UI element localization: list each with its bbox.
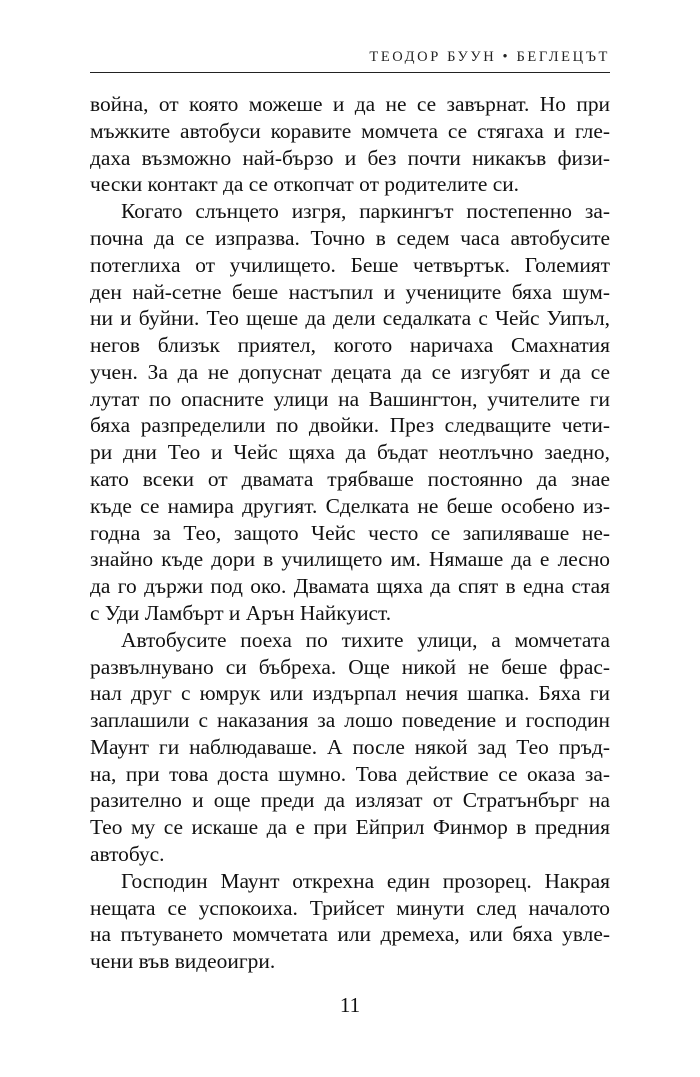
text-line: автобус. xyxy=(90,842,165,867)
text-line: потеглиха от училището. Беше четвъртък. Големият xyxy=(90,252,610,277)
text-line: на пътуването момчетата или дремеха, или бяха увле- xyxy=(90,922,610,947)
text-line: годна за Тео, защото Чейс често се запиляваше не- xyxy=(90,520,610,545)
text-line: Автобусите поеха по тихите улици, а момчетата xyxy=(121,627,610,652)
text-line: да го държи под око. Двамата щяха да спят в една стая xyxy=(90,574,610,599)
text-line: Маунт ги наблюдаваше. А после някой зад Тео пръд- xyxy=(90,734,610,759)
text-line: почна да се изпразва. Точно в седем часа автобусите xyxy=(90,225,610,250)
text-line: война, от която можеше и да не се завърнат. Но при xyxy=(90,92,610,116)
page-number: 11 xyxy=(339,993,361,1017)
text-line: чени във видеоигри. xyxy=(90,949,276,974)
text-line: развълнувано си бъбреха. Още никой не беше фрас- xyxy=(90,654,610,679)
text-line: ри дни Тео и Чейс щяха да бъдат неотлъчно заедно, xyxy=(90,440,610,465)
text-line: на, при това доста шумно. Това действие се оказа за- xyxy=(90,761,610,786)
text-line: Когато слънцето изгря, паркингът постепенно за- xyxy=(121,199,610,224)
text-line: къде се намира другият. Сделката не беше особено из- xyxy=(90,493,610,518)
text-line: знайно къде дори в училището им. Нямаше да е лесно xyxy=(90,547,610,572)
text-line: ден най-сетне беше настъпил и учениците бяха шум- xyxy=(90,279,610,304)
text-line: ни и буйни. Тео щеше да дели седалката с Чейс Уипъл, xyxy=(90,306,610,331)
text-line: Господин Маунт открехна един прозорец. Накрая xyxy=(121,868,610,893)
text-line: Тео му се искаше да е при Ейприл Финмор в предния xyxy=(90,815,610,840)
text-line: чески контакт да се откопчат от родителите си. xyxy=(90,172,520,197)
text-line: лутат по опасните улици на Вашингтон, учителите ги xyxy=(90,386,610,411)
text-line: разително и още преди да излязат от Стратънбърг на xyxy=(90,788,610,813)
text-line: като всеки от двамата трябваше постоянно да знае xyxy=(90,467,610,492)
text-line: учен. За да не допуснат децата да се изгубят и да се xyxy=(90,359,610,384)
text-line: нещата се успокоиха. Трийсет минути след началото xyxy=(90,895,610,920)
text-line: бяха разпределили по двойки. През следващите чети- xyxy=(90,413,610,438)
header-rule xyxy=(90,72,610,73)
text-line: даха възможно най-бързо и без почти никакъв физи- xyxy=(90,145,610,170)
running-header: ТЕОДОР БУУН • БЕГЛЕЦЪТ xyxy=(369,49,610,65)
text-line: нал друг с юмрук или издърпал нечия шапка. Бяха ги xyxy=(90,681,610,706)
text-line: мъжките автобуси коравите момчета се стягаха и гле- xyxy=(90,118,610,143)
text-line: негов близък приятел, когото наричаха Смахнатия xyxy=(90,333,610,358)
text-line: с Уди Ламбърт и Арън Найкуист. xyxy=(90,600,392,625)
text-line: заплашили с наказания за лошо поведение и господин xyxy=(90,708,610,733)
